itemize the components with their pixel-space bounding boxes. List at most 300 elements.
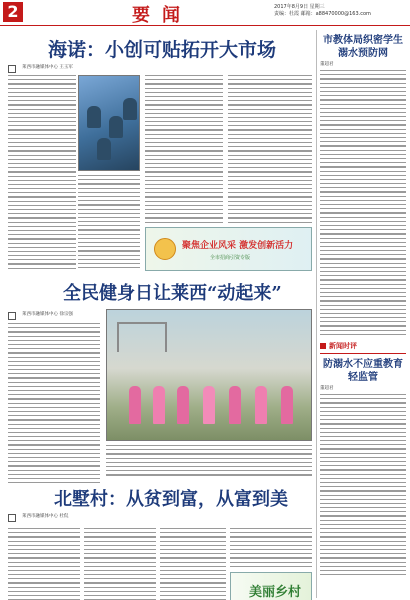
commentary-headline[interactable]: 防溺水不应重教育轻监管 [323,359,403,383]
text-line [320,70,406,71]
text-line [84,582,156,583]
story3-byline: 莱西市融媒体中心 杜侃 [22,514,69,519]
text-line [320,557,406,558]
text-line [106,466,312,467]
text-line [145,92,223,93]
text-line [228,96,312,97]
text-line [8,432,100,433]
text-line [8,327,100,328]
text-line [320,570,406,571]
text-line [145,96,223,97]
text-line [230,528,312,529]
text-line [8,255,76,256]
text-line [320,74,406,75]
text-line [145,155,223,156]
text-line [78,196,140,197]
text-line [8,582,80,583]
text-line [320,495,406,496]
text-line [320,246,406,247]
text-line [145,142,223,143]
text-line [84,532,156,533]
text-line [320,461,406,462]
text-line [84,578,156,579]
text-line [145,217,223,218]
commentary-marker-icon [320,343,326,349]
text-line [320,200,406,201]
text-line [320,124,406,125]
text-line [145,150,223,151]
text-line [320,196,406,197]
text-line [78,179,140,180]
text-line [8,88,76,89]
commentary-byline: 董超君 [320,386,334,391]
text-line [78,200,140,201]
text-line [320,296,406,297]
text-line [320,436,406,437]
text-line [320,292,406,293]
story3-banner [230,572,312,600]
text-line [320,457,406,458]
text-line [160,545,226,546]
text-line [8,470,100,471]
story1-text-col-4 [228,75,312,226]
text-line [320,423,406,424]
text-line [320,238,406,239]
story1-photo [78,75,140,171]
text-line [8,340,100,341]
commentary-section [320,341,406,575]
text-line [8,217,76,218]
text-line [8,180,76,181]
text-line [8,109,76,110]
text-line [8,234,76,235]
text-line [228,121,312,122]
text-line [320,191,406,192]
text-line [8,344,100,345]
text-line [320,78,406,79]
text-line [160,549,226,550]
text-line [8,415,100,416]
text-line [320,141,406,142]
text-line [8,449,100,450]
text-line [160,570,226,571]
text-line [78,263,140,264]
text-line [84,541,156,542]
text-line [320,154,406,155]
text-line [320,562,406,563]
story2-body [8,309,312,479]
text-line [228,75,312,76]
text-line [145,79,223,80]
masthead [0,0,410,26]
text-line [320,313,406,314]
text-line [8,444,100,445]
text-line [320,499,406,500]
text-line [145,100,223,101]
text-line [8,536,80,537]
commentary-tag-label: 新闻时评 [329,342,357,350]
text-line [320,279,406,280]
text-line [8,382,100,383]
text-line [228,213,312,214]
text-line [8,390,100,391]
text-line [8,478,100,479]
story3-byline-row [8,514,312,522]
text-line [84,536,156,537]
text-line [8,205,76,206]
text-line [145,201,223,202]
text-line [8,79,76,80]
text-line [78,175,140,176]
text-line [8,541,80,542]
text-line [8,557,80,558]
story2-text-col [8,309,100,486]
text-line [145,83,223,84]
text-line [320,541,406,542]
text-line [8,201,76,202]
text-line [8,331,100,332]
text-line [8,226,76,227]
right-story-text [320,70,406,335]
text-line [8,75,76,76]
text-line [230,545,312,546]
text-line [320,284,406,285]
text-line [320,411,406,412]
byline-marker-icon [8,312,16,320]
text-line [8,138,76,139]
text-line [145,196,223,197]
text-line [320,116,406,117]
text-line [228,88,312,89]
text-line [78,192,140,193]
text-line [8,230,76,231]
text-line [320,217,406,218]
text-line [8,336,100,337]
text-line [320,95,406,96]
text-line [228,83,312,84]
text-line [78,246,140,247]
text-line [320,87,406,88]
text-line [8,92,76,93]
text-line [320,515,406,516]
text-line [145,146,223,147]
text-line [8,398,100,399]
text-line [84,549,156,550]
text-line [8,373,100,374]
text-line [8,394,100,395]
text-line [320,104,406,105]
story1-body [8,75,312,275]
text-line [320,91,406,92]
text-line [320,321,406,322]
text-line [8,121,76,122]
text-line [8,142,76,143]
story1-headline[interactable]: 海诺：小创可贴拓开大市场 [48,39,277,61]
text-line [8,574,80,575]
text-line [228,138,312,139]
text-line [228,205,312,206]
text-line [320,520,406,521]
text-line [78,204,140,205]
text-line [320,162,406,163]
text-line [8,96,76,97]
text-line [160,582,226,583]
text-line [320,171,406,172]
text-line [320,221,406,222]
text-line [78,221,140,222]
text-line [320,330,406,331]
text-line [228,129,312,130]
text-line [145,134,223,135]
text-line [8,348,100,349]
text-line [320,398,406,399]
text-line [84,591,156,592]
text-line [8,461,100,462]
text-line [8,222,76,223]
text-line [160,578,226,579]
text-line [78,250,140,251]
text-line [320,225,406,226]
text-line [8,361,100,362]
text-line [84,545,156,546]
text-line [228,109,312,110]
text-line [160,591,226,592]
text-line [320,432,406,433]
text-line [8,268,76,269]
text-line [78,213,140,214]
text-line [320,99,406,100]
text-line [320,553,406,554]
story2-headline[interactable]: 全民健身日让莱西“动起来” [63,283,282,304]
text-line [320,394,406,395]
text-line [228,184,312,185]
text-line [160,541,226,542]
text-line [78,259,140,260]
promo-ad[interactable] [145,227,312,271]
text-line [160,562,226,563]
text-line [78,255,140,256]
text-line [228,146,312,147]
commentary-tag [320,341,406,354]
text-line [78,242,140,243]
text-line [8,528,80,529]
text-line [84,566,156,567]
text-line [320,549,406,550]
text-line [320,428,406,429]
text-line [145,88,223,89]
text-line [8,125,76,126]
text-line [320,233,406,234]
text-line [320,486,406,487]
story3-text-col-3 [160,528,226,600]
text-line [8,176,76,177]
text-line [145,113,223,114]
text-line [320,524,406,525]
text-line [145,205,223,206]
text-line [8,403,100,404]
text-line [145,171,223,172]
text-line [228,176,312,177]
text-line [84,553,156,554]
text-line [145,167,223,168]
text-line [320,511,406,512]
story1-byline-row [8,65,312,73]
text-line [145,75,223,76]
text-line [106,453,312,454]
text-line [8,155,76,156]
editor-line: 责编：杜霞 邮箱：a88470000@163.com [274,11,371,17]
text-line [320,453,406,454]
text-line [8,407,100,408]
text-line [320,532,406,533]
text-line [160,566,226,567]
promo-ad-sub: 全市招商引资专版 [210,255,251,261]
text-line [78,238,140,239]
text-line [8,243,76,244]
story1-byline: 莱西市融媒体中心 王玉军 [22,65,73,70]
text-line [320,108,406,109]
text-line [8,453,100,454]
story3-body [8,514,312,600]
story1-text-col-1 [8,75,76,272]
text-line [8,184,76,185]
photo-gate-shape [117,322,167,352]
text-line [160,536,226,537]
text-line [106,458,312,459]
text-line [320,271,406,272]
text-line [228,150,312,151]
text-line [320,229,406,230]
text-line [8,465,100,466]
text-line [228,155,312,156]
text-line [84,562,156,563]
text-line [320,254,406,255]
text-line [228,196,312,197]
page-number: 2 [3,2,23,22]
text-line [8,129,76,130]
text-line [145,125,223,126]
text-line [228,134,312,135]
text-line [78,183,140,184]
text-line [8,104,76,105]
text-line [320,440,406,441]
text-line [320,258,406,259]
text-line [320,503,406,504]
text-line [84,574,156,575]
text-line [8,386,100,387]
text-line [320,325,406,326]
text-line [228,125,312,126]
text-line [320,83,406,84]
text-line [8,570,80,571]
text-line [8,419,100,420]
text-line [78,234,140,235]
story2-photo [106,309,312,441]
text-line [230,566,312,567]
byline-marker-icon [8,65,16,73]
text-line [8,247,76,248]
text-line [320,175,406,176]
text-line [8,578,80,579]
text-line [320,407,406,408]
text-line [320,133,406,134]
text-line [8,134,76,135]
text-line [320,179,406,180]
text-line [320,419,406,420]
text-line [78,188,140,189]
text-line [320,469,406,470]
text-line [145,121,223,122]
text-line [228,167,312,168]
text-line [228,217,312,218]
text-line [320,444,406,445]
text-line [8,83,76,84]
left-column [8,30,312,598]
text-line [145,222,223,223]
story3-headline[interactable]: 北墅村：从贫到富，从富到美 [54,489,288,510]
story2-byline: 莱西市融媒体中心 徐宗强 [22,312,73,317]
text-line [78,225,140,226]
text-line [320,474,406,475]
text-line [8,117,76,118]
text-line [228,180,312,181]
text-line [78,217,140,218]
text-line [320,415,406,416]
text-line [145,184,223,185]
text-line [320,145,406,146]
text-line [320,129,406,130]
text-line [8,323,100,324]
text-line [320,566,406,567]
text-line [320,305,406,306]
text-line [320,212,406,213]
text-line [320,448,406,449]
text-line [8,377,100,378]
text-line [320,263,406,264]
text-line [8,365,100,366]
right-headline[interactable]: 市教体局织密学生溺水预防网 [323,35,403,59]
text-line [320,309,406,310]
text-line [320,275,406,276]
text-line [320,478,406,479]
text-line [145,188,223,189]
text-line [8,259,76,260]
text-line [160,553,226,554]
text-line [320,137,406,138]
text-line [228,188,312,189]
text-line [320,120,406,121]
story3-text-col-1 [8,528,80,600]
text-line [78,209,140,210]
text-line [160,574,226,575]
text-line [320,528,406,529]
story2-caption-lines [106,445,312,479]
text-line [145,180,223,181]
text-line [8,595,80,596]
text-line [230,541,312,542]
text-line [8,100,76,101]
text-line [320,267,406,268]
text-line [8,213,76,214]
story1-text-col-3 [145,75,223,226]
text-line [320,150,406,151]
text-line [8,192,76,193]
text-line [320,490,406,491]
text-line [8,457,100,458]
text-line [228,79,312,80]
text-line [8,591,80,592]
text-line [145,159,223,160]
